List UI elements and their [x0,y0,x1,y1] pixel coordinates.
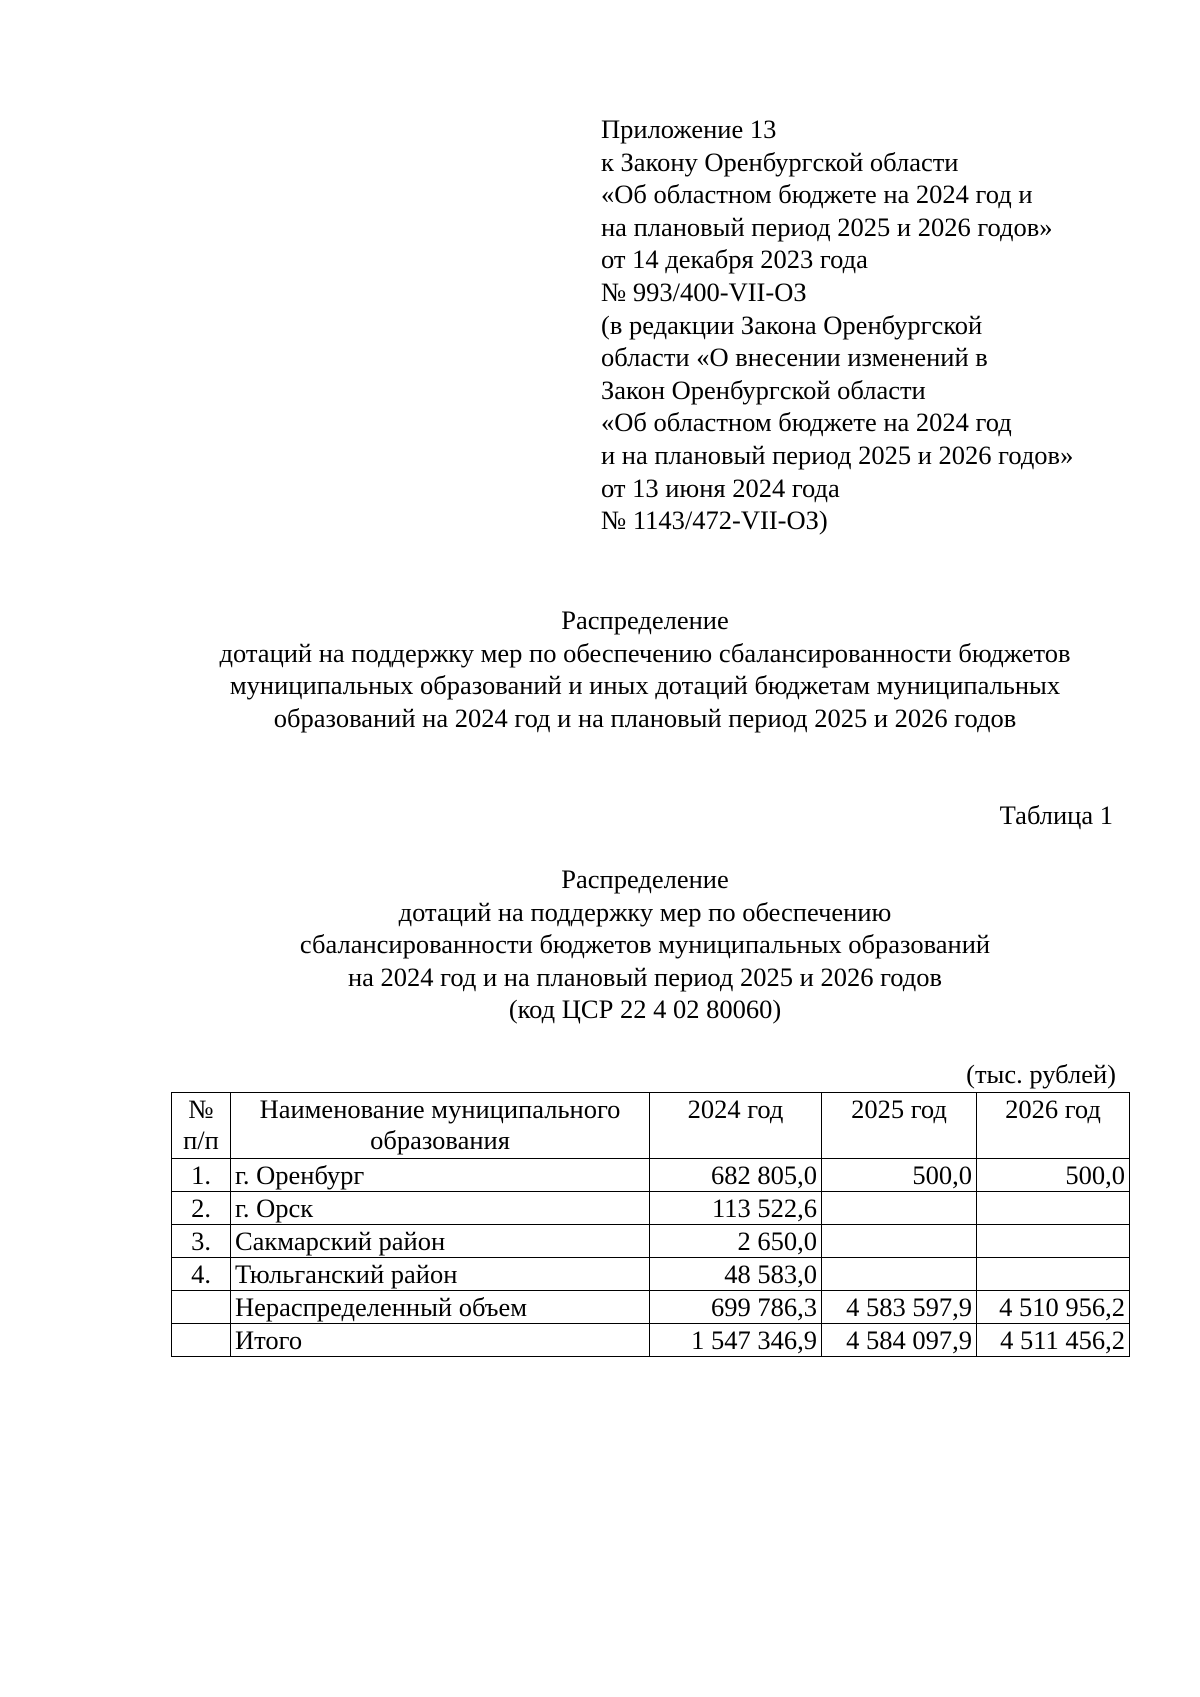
table-row [172,1159,1130,1192]
table-header-row [172,1093,1130,1159]
header-name-line1: Наименование муниципального [259,1094,621,1124]
units-label: (тыс. рублей) [966,1059,1116,1089]
header-2024: 2024 год [650,1093,822,1159]
appendix-line: «Об областном бюджете на 2024 год [601,407,1012,438]
row-2024: 48 583,0 [650,1258,822,1291]
appendix-line: № 993/400-VII-ОЗ [601,276,807,307]
row-2026 [977,1225,1130,1258]
row-2026: 500,0 [977,1159,1130,1192]
row-num [172,1324,231,1357]
table-title-line: дотаций на поддержку мер по обеспечению [398,896,892,927]
appendix-line: от 13 июня 2024 года [601,472,840,503]
row-name: г. Орск [231,1192,650,1225]
row-2026 [977,1258,1130,1291]
table-row [172,1258,1130,1291]
row-num: 1. [172,1159,231,1192]
header-num [172,1093,231,1159]
row-name: Итого [231,1324,650,1357]
table-label: Таблица 1 [999,800,1113,830]
appendix-line: Приложение 13 [601,114,777,144]
row-name: Нераспределенный объем [231,1291,650,1324]
row-name: г. Оренбург [231,1159,650,1192]
document-title [60,604,1200,734]
header-name-line2: образования [370,1125,510,1155]
appendix-line: № 1143/472-VII-ОЗ) [601,505,828,536]
appendix-line: от 14 декабря 2023 года [601,244,868,275]
row-2025: 4 584 097,9 [822,1324,977,1357]
table-title-line: на 2024 год и на плановый период 2025 и 2026 годов [347,961,943,992]
row-num: 2. [172,1192,231,1225]
row-2026 [977,1192,1130,1225]
table-title-line: (код ЦСР 22 4 02 80060) [508,994,782,1025]
distribution-table [171,1092,1130,1357]
row-2026: 4 510 956,2 [977,1291,1130,1324]
table-row [172,1192,1130,1225]
document-title-line: муниципальных образований и иных дотаций бюджетам муниципальных [229,670,1061,701]
table-row [172,1225,1130,1258]
appendix-line: к Закону Оренбургской области [601,146,959,177]
row-2024: 2 650,0 [650,1225,822,1258]
document-title-line: дотаций на поддержку мер по обеспечению сбалансированности бюджетов [219,637,1071,668]
appendix-line: на плановый период 2025 и 2026 годов» [601,211,1053,242]
table-title-line: сбалансированности бюджетов муниципальных образований [299,929,991,960]
document-title-line: Распределение [561,605,729,635]
row-2025: 500,0 [822,1159,977,1192]
appendix-line: области «О внесении изменений в [601,342,988,373]
row-2025 [822,1225,977,1258]
header-2025: 2025 год [822,1093,977,1159]
appendix-line: (в редакции Закона Оренбургской [601,309,983,340]
row-num: 4. [172,1258,231,1291]
row-2024: 699 786,3 [650,1291,822,1324]
appendix-line: Закон Оренбургской области [601,374,926,405]
appendix-block [601,113,1121,537]
row-2024: 682 805,0 [650,1159,822,1192]
row-2025 [822,1192,977,1225]
row-2025 [822,1258,977,1291]
document-title-line: образований на 2024 год и на плановый период 2025 и 2026 годов [273,702,1017,733]
row-num: 3. [172,1225,231,1258]
row-2024: 113 522,6 [650,1192,822,1225]
header-num-line1: № [188,1094,214,1124]
table-row [172,1291,1130,1324]
table-title [60,863,1200,1026]
header-2026: 2026 год [977,1093,1130,1159]
row-2024: 1 547 346,9 [650,1324,822,1357]
row-num [172,1291,231,1324]
appendix-line: «Об областном бюджете на 2024 год и [601,179,1033,210]
row-2026: 4 511 456,2 [977,1324,1130,1357]
appendix-line: и на плановый период 2025 и 2026 годов» [601,439,1074,470]
table-total-row [172,1324,1130,1357]
header-num-line2: п/п [183,1125,219,1155]
header-name [231,1093,650,1159]
row-name: Тюльганский район [231,1258,650,1291]
row-name: Сакмарский район [231,1225,650,1258]
table-title-line: Распределение [561,864,729,894]
row-2025: 4 583 597,9 [822,1291,977,1324]
